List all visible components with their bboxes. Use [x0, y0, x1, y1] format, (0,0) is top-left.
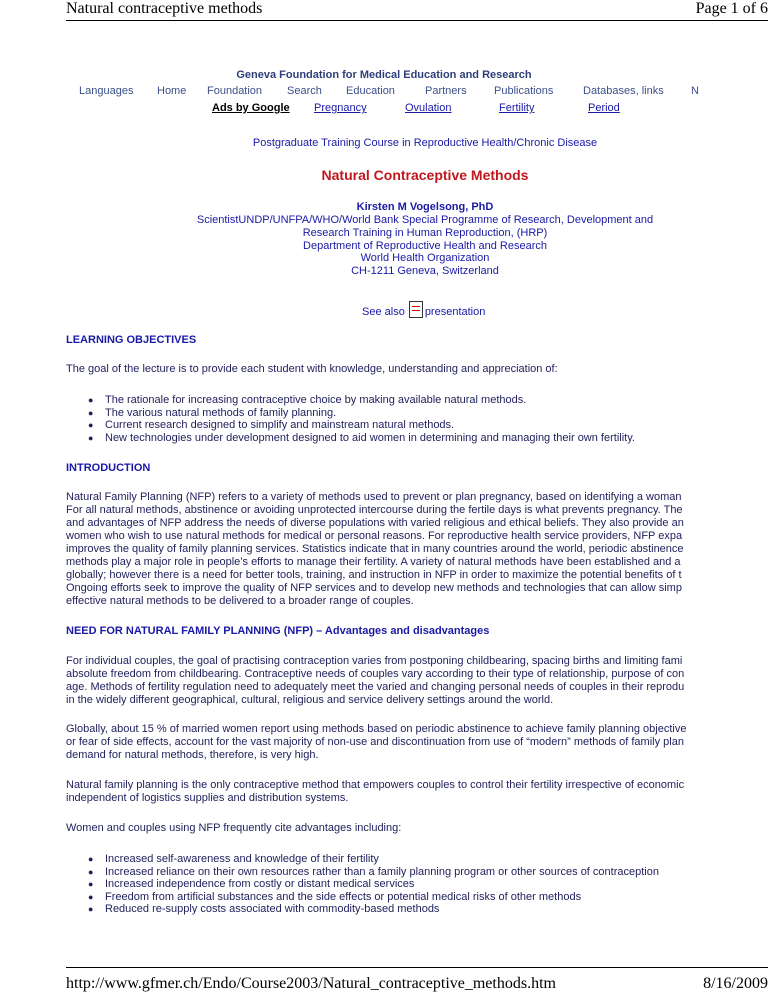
- text-line: and advantages of NFP address the needs of diverse populations with varied religious and ethical beliefs. They also provide an: [66, 517, 684, 529]
- print-date: 8/16/2009: [703, 975, 768, 992]
- text-line: globally; however there is a need for better tools, training, and instruction in NFP in order to maximize the potential benefits of t: [66, 569, 682, 581]
- text-line: Natural family planning is the only contraceptive method that empowers couples to control their fertility irrespective of economic: [66, 779, 685, 791]
- author-affiliation-line: ScientistUNDP/UNFPA/WHO/World Bank Special Programme of Research, Development and: [196, 214, 654, 226]
- learning-objectives-section: [66, 334, 700, 346]
- list-item: ● Increased reliance on their own resources rather than a family planning program or other sources of contraception: [66, 866, 700, 879]
- text-line: Globally, about 15 % of married women report using methods based on periodic abstinence to achieve family planning objective: [66, 723, 687, 735]
- ad-link-ovulation[interactable]: Ovulation: [405, 102, 452, 114]
- learning-intro: [66, 363, 700, 376]
- see-also: [362, 301, 485, 318]
- list-item: ● Increased self-awareness and knowledge of their fertility: [66, 853, 700, 866]
- ad-link-pregnancy[interactable]: Pregnancy: [314, 102, 367, 114]
- site-nav: [0, 85, 768, 99]
- text-line: improves the quality of family planning services. Statistics indicate that in many countries around the world, periodic abstinence: [66, 543, 684, 555]
- footer-rule: [66, 967, 768, 968]
- section-heading: NEED FOR NATURAL FAMILY PLANNING (NFP) – Advantages and disadvantages: [66, 625, 490, 637]
- text-line: Natural Family Planning (NFP) refers to a variety of methods used to prevent or plan pregnancy, based on identifying a woman: [66, 491, 682, 503]
- section-heading: INTRODUCTION: [66, 462, 151, 474]
- list-item: ● The rationale for increasing contraceptive choice by making available natural methods.: [66, 394, 700, 407]
- text-line: absolute freedom from childbearing. Contraceptive needs of couples vary according to their type of relationship, purpose of con: [66, 668, 685, 680]
- document-icon[interactable]: [409, 301, 423, 318]
- need-paragraph-4: [66, 822, 700, 835]
- text-line: demand for natural methods, therefore, is very high.: [66, 749, 319, 761]
- nav-more[interactable]: N: [691, 85, 699, 97]
- list-item: ● Current research designed to simplify and mainstream natural methods.: [66, 419, 700, 432]
- nav-foundation[interactable]: Foundation: [207, 85, 263, 97]
- text-line: Ongoing efforts seek to improve the quality of NFP services and to develop new methods and technologies that can allow simp: [66, 582, 682, 594]
- ad-link-fertility[interactable]: Fertility: [499, 102, 535, 114]
- list-item: ● New technologies under development designed to aid women in determining and managing their own fertility.: [66, 432, 700, 445]
- introduction-section: [66, 462, 700, 474]
- author-affiliation-line: Research Training in Human Reproduction, (HRP): [302, 227, 548, 239]
- advantages-list: [66, 853, 700, 916]
- nav-home[interactable]: Home: [157, 85, 187, 97]
- text-line: For all natural methods, abstinence or avoiding unprotected intercourse during the fertile days is what prevents pregnancy. The: [66, 504, 683, 516]
- page-title: Natural Contraceptive Methods: [321, 167, 529, 183]
- text-line: age. Methods of fertility regulation need to adequately meet the varied and changing personal needs of couples in their reprodu: [66, 681, 685, 693]
- need-paragraph-3: [66, 779, 700, 805]
- ad-link-period[interactable]: Period: [588, 102, 620, 114]
- list-item: ● The various natural methods of family planning.: [66, 407, 700, 420]
- nav-databases[interactable]: Databases, links: [583, 85, 664, 97]
- need-section: [66, 625, 700, 637]
- site-title: Geneva Foundation for Medical Education and Research: [236, 69, 532, 81]
- need-paragraph-2: [66, 723, 700, 762]
- learning-list: [66, 394, 700, 444]
- text-line: methods play a major role in people’s efforts to manage their fertility. A variety of natural methods have been established and a: [66, 556, 681, 568]
- presentation-link[interactable]: presentation: [424, 306, 486, 318]
- author-affiliation-line: Department of Reproductive Health and Research: [303, 240, 547, 252]
- author-affiliation-line: CH-1211 Geneva, Switzerland: [351, 265, 499, 277]
- nav-languages[interactable]: Languages: [79, 85, 134, 97]
- nav-publications[interactable]: Publications: [494, 85, 554, 97]
- page-number: Page 1 of 6: [695, 0, 768, 17]
- list-item: ● Reduced re-supply costs associated with commodity-based methods: [66, 903, 700, 916]
- text-line: or fear of side effects, account for the vast majority of non-use and discontinuation from use of “modern” methods of family plan: [66, 736, 684, 748]
- section-heading: LEARNING OBJECTIVES: [66, 334, 197, 346]
- author-name: Kirsten M Vogelsong, PhD: [356, 201, 494, 213]
- nav-search[interactable]: Search: [287, 85, 322, 97]
- course-title: Postgraduate Training Course in Reproductive Health/Chronic Disease: [252, 137, 598, 149]
- nav-partners[interactable]: Partners: [425, 85, 467, 97]
- list-item: ● Freedom from artificial substances and the side effects or potential medical risks of other methods: [66, 891, 700, 904]
- paragraph: Women and couples using NFP frequently cite advantages including:: [66, 822, 402, 834]
- need-paragraph-1: [66, 655, 700, 707]
- ad-row: [0, 102, 768, 116]
- text-line: effective natural methods to be delivered to a broader range of couples.: [66, 595, 414, 607]
- list-item: ● Increased independence from costly or distant medical services: [66, 878, 700, 891]
- page-url: http://www.gfmer.ch/Endo/Course2003/Natural_contraceptive_methods.htm: [66, 975, 556, 992]
- nav-education[interactable]: Education: [346, 85, 395, 97]
- text-line: independent of logistics supplies and distribution systems.: [66, 792, 349, 804]
- author-affiliation-line: World Health Organization: [360, 252, 490, 264]
- ads-by-google-label[interactable]: Ads by Google: [212, 102, 290, 114]
- see-also-label: See also: [362, 306, 405, 318]
- print-header-title: Natural contraceptive methods: [66, 0, 263, 17]
- text-line: women who wish to use natural methods for medical or personal reasons. For reproductive health service providers, NFP expa: [66, 530, 683, 542]
- text-line: For individual couples, the goal of practising contraception varies from postponing childbearing, spacing births and limiting fami: [66, 655, 683, 667]
- text-line: in the widely different geographical, cultural, religious and service delivery settings around the world.: [66, 694, 554, 706]
- introduction-paragraph: [66, 491, 700, 608]
- header-rule: [66, 20, 768, 21]
- paragraph: The goal of the lecture is to provide each student with knowledge, understanding and appreciation of:: [66, 363, 558, 375]
